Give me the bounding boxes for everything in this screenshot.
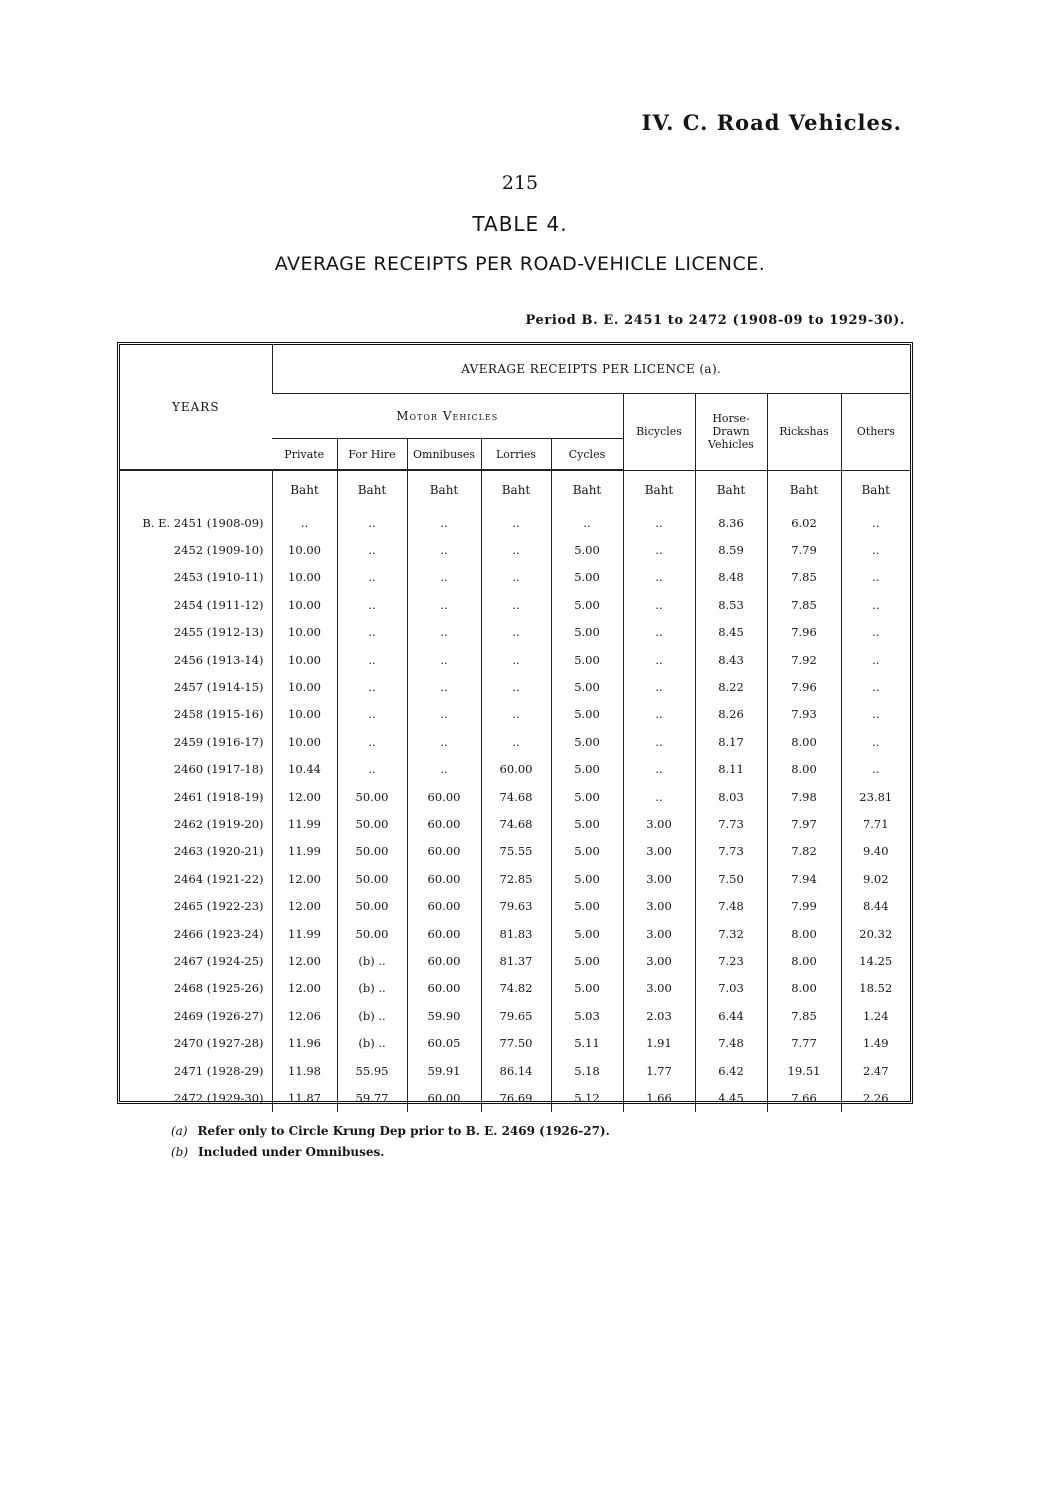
- value-cell: 7.85: [767, 1002, 841, 1029]
- value-cell: 2.03: [623, 1002, 695, 1029]
- value-cell: 7.97: [767, 810, 841, 837]
- value-cell: 60.05: [407, 1029, 481, 1056]
- value-cell: ..: [481, 728, 551, 755]
- year-cell: 2459 (1916-17): [173, 734, 264, 749]
- value-cell: 9.02: [841, 865, 910, 892]
- value-cell: 7.96: [767, 619, 841, 646]
- value-cell: ..: [407, 591, 481, 618]
- year-cell: 2453 (1910-11): [173, 570, 264, 585]
- value-cell: ..: [841, 756, 910, 783]
- value-cell: 3.00: [623, 920, 695, 947]
- value-cell: 1.66: [623, 1084, 695, 1111]
- value-cell: 7.94: [767, 865, 841, 892]
- year-cell: 2462 (1919-20): [173, 816, 264, 831]
- value-cell: ..: [407, 619, 481, 646]
- footnote: [171, 1124, 610, 1138]
- value-cell: 23.81: [841, 783, 910, 810]
- value-cell: 11.99: [272, 920, 337, 947]
- value-cell: 72.85: [481, 865, 551, 892]
- table-row: [120, 783, 910, 810]
- value-cell: 5.03: [551, 1002, 623, 1029]
- value-cell: 3.00: [623, 892, 695, 919]
- value-cell: 8.26: [695, 701, 767, 728]
- value-cell: 8.11: [695, 756, 767, 783]
- table-row: [120, 728, 910, 755]
- footnote-text: Refer only to Circle Krung Dep prior to B. E. 2469 (1926-27).: [197, 1124, 610, 1138]
- value-cell: 74.68: [481, 810, 551, 837]
- value-cell: ..: [337, 701, 407, 728]
- value-cell: 8.17: [695, 728, 767, 755]
- value-cell: ..: [841, 536, 910, 563]
- value-cell: ..: [841, 646, 910, 673]
- year-cell: 2460 (1917-18): [173, 762, 264, 777]
- value-cell: ..: [407, 728, 481, 755]
- value-cell: ..: [407, 509, 481, 536]
- value-cell: 18.52: [841, 975, 910, 1002]
- value-cell: 8.36: [695, 509, 767, 536]
- value-cell: 7.98: [767, 783, 841, 810]
- value-cell: 7.85: [767, 591, 841, 618]
- value-cell: ..: [841, 564, 910, 591]
- value-cell: ..: [481, 646, 551, 673]
- value-cell: 7.93: [767, 701, 841, 728]
- value-cell: 77.50: [481, 1029, 551, 1056]
- value-cell: 1.49: [841, 1029, 910, 1056]
- value-cell: 7.79: [767, 536, 841, 563]
- year-cell: 2461 (1918-19): [173, 789, 264, 804]
- table-row: [120, 536, 910, 563]
- value-cell: 60.00: [407, 892, 481, 919]
- table-row: [120, 1084, 910, 1111]
- table-title: TABLE 4.: [472, 212, 568, 236]
- unit-cell-empty: [120, 470, 272, 509]
- value-cell: 9.40: [841, 838, 910, 865]
- value-cell: 7.23: [695, 947, 767, 974]
- value-cell: 8.00: [767, 920, 841, 947]
- value-cell: (b) ..: [337, 947, 407, 974]
- value-cell: ..: [337, 564, 407, 591]
- value-cell: 7.48: [695, 892, 767, 919]
- table-body: [120, 470, 910, 1112]
- value-cell: 7.96: [767, 673, 841, 700]
- value-cell: ..: [623, 646, 695, 673]
- value-cell: 8.00: [767, 947, 841, 974]
- value-cell: ..: [407, 673, 481, 700]
- unit-cell: Baht: [695, 470, 767, 509]
- year-cell: B. E. 2451 (1908-09): [142, 515, 264, 530]
- value-cell: ..: [623, 783, 695, 810]
- value-cell: 11.87: [272, 1084, 337, 1111]
- value-cell: ..: [337, 728, 407, 755]
- value-cell: 8.03: [695, 783, 767, 810]
- value-cell: ..: [407, 646, 481, 673]
- receipts-table: [120, 345, 910, 1112]
- value-cell: 5.00: [551, 756, 623, 783]
- value-cell: ..: [841, 619, 910, 646]
- value-cell: 8.00: [767, 756, 841, 783]
- section-title: IV. C. Road Vehicles.: [641, 110, 902, 135]
- value-cell: 55.95: [337, 1057, 407, 1084]
- value-cell: ..: [623, 619, 695, 646]
- table-row: [120, 920, 910, 947]
- value-cell: ..: [407, 564, 481, 591]
- value-cell: 20.32: [841, 920, 910, 947]
- value-cell: 5.00: [551, 892, 623, 919]
- value-cell: ..: [337, 509, 407, 536]
- value-cell: 10.00: [272, 591, 337, 618]
- value-cell: ..: [623, 701, 695, 728]
- value-cell: 8.22: [695, 673, 767, 700]
- value-cell: 8.00: [767, 728, 841, 755]
- value-cell: 8.45: [695, 619, 767, 646]
- table-row: [120, 564, 910, 591]
- value-cell: 5.12: [551, 1084, 623, 1111]
- footnotes: [171, 1124, 610, 1166]
- value-cell: 7.99: [767, 892, 841, 919]
- table-row: [120, 756, 910, 783]
- value-cell: 2.26: [841, 1084, 910, 1111]
- value-cell: 5.18: [551, 1057, 623, 1084]
- value-cell: ..: [623, 564, 695, 591]
- value-cell: ..: [841, 673, 910, 700]
- year-cell: 2465 (1922-23): [173, 899, 264, 914]
- unit-cell: Baht: [551, 470, 623, 509]
- value-cell: 60.00: [407, 1084, 481, 1111]
- period-note: Period B. E. 2451 to 2472 (1908-09 to 1929-30).: [525, 313, 905, 328]
- value-cell: 12.00: [272, 892, 337, 919]
- value-cell: ..: [481, 536, 551, 563]
- value-cell: 60.00: [407, 810, 481, 837]
- value-cell: 8.00: [767, 975, 841, 1002]
- value-cell: 12.00: [272, 865, 337, 892]
- value-cell: 7.85: [767, 564, 841, 591]
- value-cell: 4.45: [695, 1084, 767, 1111]
- year-cell: 2456 (1913-14): [173, 652, 264, 667]
- value-cell: 74.68: [481, 783, 551, 810]
- value-cell: 5.00: [551, 810, 623, 837]
- value-cell: 1.91: [623, 1029, 695, 1056]
- footnote-mark: (b): [171, 1145, 189, 1159]
- value-cell: 12.06: [272, 1002, 337, 1029]
- value-cell: 60.00: [407, 783, 481, 810]
- value-cell: ..: [337, 591, 407, 618]
- value-cell: 79.63: [481, 892, 551, 919]
- unit-cell: Baht: [481, 470, 551, 509]
- unit-row: [120, 470, 910, 509]
- year-cell: 2458 (1915-16): [173, 707, 264, 722]
- value-cell: 5.00: [551, 619, 623, 646]
- value-cell: 5.00: [551, 947, 623, 974]
- year-cell: 2464 (1921-22): [173, 871, 264, 886]
- value-cell: 10.00: [272, 646, 337, 673]
- value-cell: ..: [407, 701, 481, 728]
- page-number: 215: [501, 172, 539, 194]
- value-cell: ..: [337, 646, 407, 673]
- receipts-table-frame: [117, 342, 913, 1104]
- value-cell: 6.02: [767, 509, 841, 536]
- value-cell: 11.99: [272, 838, 337, 865]
- value-cell: 8.53: [695, 591, 767, 618]
- value-cell: 60.00: [407, 975, 481, 1002]
- value-cell: 50.00: [337, 892, 407, 919]
- motor-vehicles-header: Motor Vehicles: [272, 394, 623, 439]
- value-cell: 11.96: [272, 1029, 337, 1056]
- value-cell: ..: [623, 591, 695, 618]
- value-cell: (b) ..: [337, 1029, 407, 1056]
- value-cell: 5.00: [551, 728, 623, 755]
- value-cell: 59.91: [407, 1057, 481, 1084]
- value-cell: 2.47: [841, 1057, 910, 1084]
- value-cell: 59.90: [407, 1002, 481, 1029]
- value-cell: 50.00: [337, 865, 407, 892]
- group-header: AVERAGE RECEIPTS PER LICENCE (a).: [272, 345, 910, 394]
- value-cell: 86.14: [481, 1057, 551, 1084]
- value-cell: 1.24: [841, 1002, 910, 1029]
- year-cell: 2455 (1912-13): [173, 625, 264, 640]
- footnote: [171, 1145, 610, 1159]
- value-cell: 7.92: [767, 646, 841, 673]
- table-row: [120, 838, 910, 865]
- value-cell: 12.00: [272, 783, 337, 810]
- value-cell: ..: [337, 619, 407, 646]
- year-cell: 2457 (1914-15): [173, 680, 264, 695]
- value-cell: 5.00: [551, 564, 623, 591]
- table-row: [120, 810, 910, 837]
- value-cell: 81.37: [481, 947, 551, 974]
- value-cell: 1.77: [623, 1057, 695, 1084]
- value-cell: 79.65: [481, 1002, 551, 1029]
- value-cell: 8.44: [841, 892, 910, 919]
- others-header: Others: [841, 394, 910, 471]
- lorries-header: Lorries: [481, 439, 551, 471]
- value-cell: 3.00: [623, 810, 695, 837]
- value-cell: 10.00: [272, 701, 337, 728]
- value-cell: 75.55: [481, 838, 551, 865]
- value-cell: 5.00: [551, 646, 623, 673]
- omnibuses-header: Omnibuses: [407, 439, 481, 471]
- value-cell: 6.44: [695, 1002, 767, 1029]
- value-cell: 60.00: [481, 756, 551, 783]
- cycles-header: Cycles: [551, 439, 623, 471]
- value-cell: 5.00: [551, 920, 623, 947]
- value-cell: ..: [841, 701, 910, 728]
- value-cell: ..: [407, 536, 481, 563]
- value-cell: 76.69: [481, 1084, 551, 1111]
- value-cell: 60.00: [407, 947, 481, 974]
- value-cell: 14.25: [841, 947, 910, 974]
- value-cell: 7.32: [695, 920, 767, 947]
- value-cell: ..: [623, 673, 695, 700]
- table-row: [120, 892, 910, 919]
- value-cell: ..: [623, 509, 695, 536]
- value-cell: 7.50: [695, 865, 767, 892]
- value-cell: 5.00: [551, 591, 623, 618]
- value-cell: 5.00: [551, 975, 623, 1002]
- value-cell: 7.73: [695, 838, 767, 865]
- value-cell: 50.00: [337, 920, 407, 947]
- value-cell: ..: [481, 673, 551, 700]
- unit-cell: Baht: [767, 470, 841, 509]
- year-cell: 2466 (1923-24): [173, 926, 264, 941]
- value-cell: ..: [481, 509, 551, 536]
- value-cell: 81.83: [481, 920, 551, 947]
- value-cell: 3.00: [623, 865, 695, 892]
- value-cell: 7.82: [767, 838, 841, 865]
- value-cell: 60.00: [407, 838, 481, 865]
- value-cell: ..: [623, 536, 695, 563]
- year-cell: 2468 (1925-26): [173, 981, 264, 996]
- value-cell: 11.98: [272, 1057, 337, 1084]
- value-cell: ..: [841, 728, 910, 755]
- value-cell: 12.00: [272, 975, 337, 1002]
- value-cell: ..: [623, 756, 695, 783]
- value-cell: 3.00: [623, 838, 695, 865]
- value-cell: 3.00: [623, 947, 695, 974]
- value-cell: 19.51: [767, 1057, 841, 1084]
- year-cell: 2471 (1928-29): [173, 1063, 264, 1078]
- value-cell: 7.77: [767, 1029, 841, 1056]
- footnote-mark: (a): [171, 1124, 188, 1138]
- table-row: [120, 591, 910, 618]
- value-cell: 12.00: [272, 947, 337, 974]
- unit-cell: Baht: [337, 470, 407, 509]
- year-cell: 2452 (1909-10): [173, 543, 264, 558]
- value-cell: 7.66: [767, 1084, 841, 1111]
- value-cell: ..: [337, 673, 407, 700]
- value-cell: 7.48: [695, 1029, 767, 1056]
- value-cell: (b) ..: [337, 1002, 407, 1029]
- value-cell: ..: [407, 756, 481, 783]
- value-cell: ..: [841, 509, 910, 536]
- year-cell: 2467 (1924-25): [173, 953, 264, 968]
- value-cell: ..: [841, 591, 910, 618]
- year-cell: 2463 (1920-21): [173, 844, 264, 859]
- value-cell: 50.00: [337, 838, 407, 865]
- value-cell: 59.77: [337, 1084, 407, 1111]
- value-cell: 10.00: [272, 536, 337, 563]
- table-row: [120, 865, 910, 892]
- year-cell: 2454 (1911-12): [173, 597, 264, 612]
- rickshas-header: Rickshas: [767, 394, 841, 471]
- value-cell: ..: [481, 564, 551, 591]
- private-header: Private: [272, 439, 337, 471]
- value-cell: ..: [481, 591, 551, 618]
- value-cell: 10.00: [272, 673, 337, 700]
- value-cell: 60.00: [407, 865, 481, 892]
- table-row: [120, 1057, 910, 1084]
- bicycles-header: Bicycles: [623, 394, 695, 471]
- table-row: [120, 1029, 910, 1056]
- value-cell: 3.00: [623, 975, 695, 1002]
- value-cell: 6.42: [695, 1057, 767, 1084]
- value-cell: 5.11: [551, 1029, 623, 1056]
- table-row: [120, 975, 910, 1002]
- value-cell: 10.00: [272, 728, 337, 755]
- value-cell: 10.44: [272, 756, 337, 783]
- unit-cell: Baht: [841, 470, 910, 509]
- table-subtitle: AVERAGE RECEIPTS PER ROAD-VEHICLE LICENCE.: [274, 253, 766, 275]
- value-cell: 8.43: [695, 646, 767, 673]
- year-cell: 2470 (1927-28): [173, 1036, 264, 1051]
- value-cell: ..: [337, 756, 407, 783]
- value-cell: 10.00: [272, 619, 337, 646]
- value-cell: 60.00: [407, 920, 481, 947]
- value-cell: 5.00: [551, 673, 623, 700]
- value-cell: ..: [481, 701, 551, 728]
- value-cell: 7.03: [695, 975, 767, 1002]
- for-hire-header: For Hire: [337, 439, 407, 471]
- value-cell: 8.59: [695, 536, 767, 563]
- years-header: YEARS: [120, 345, 272, 470]
- value-cell: 5.00: [551, 838, 623, 865]
- year-cell: 2469 (1926-27): [173, 1008, 264, 1023]
- table-row: [120, 701, 910, 728]
- value-cell: ..: [481, 619, 551, 646]
- table-row: [120, 509, 910, 536]
- value-cell: ..: [272, 509, 337, 536]
- footnote-text: Included under Omnibuses.: [198, 1145, 385, 1159]
- value-cell: ..: [551, 509, 623, 536]
- value-cell: 5.00: [551, 701, 623, 728]
- table-row: [120, 646, 910, 673]
- value-cell: 5.00: [551, 536, 623, 563]
- unit-cell: Baht: [272, 470, 337, 509]
- unit-cell: Baht: [623, 470, 695, 509]
- table-row: [120, 1002, 910, 1029]
- table-row: [120, 673, 910, 700]
- value-cell: 50.00: [337, 810, 407, 837]
- value-cell: (b) ..: [337, 975, 407, 1002]
- unit-cell: Baht: [407, 470, 481, 509]
- value-cell: ..: [337, 536, 407, 563]
- value-cell: 7.73: [695, 810, 767, 837]
- value-cell: 10.00: [272, 564, 337, 591]
- value-cell: 7.71: [841, 810, 910, 837]
- value-cell: 74.82: [481, 975, 551, 1002]
- year-cell: 2472 (1929-30): [173, 1090, 264, 1105]
- horse-drawn-header: Horse-Drawn Vehicles: [695, 394, 767, 471]
- value-cell: 50.00: [337, 783, 407, 810]
- table-row: [120, 619, 910, 646]
- value-cell: 5.00: [551, 865, 623, 892]
- value-cell: ..: [623, 728, 695, 755]
- value-cell: 11.99: [272, 810, 337, 837]
- value-cell: 8.48: [695, 564, 767, 591]
- value-cell: 5.00: [551, 783, 623, 810]
- table-row: [120, 947, 910, 974]
